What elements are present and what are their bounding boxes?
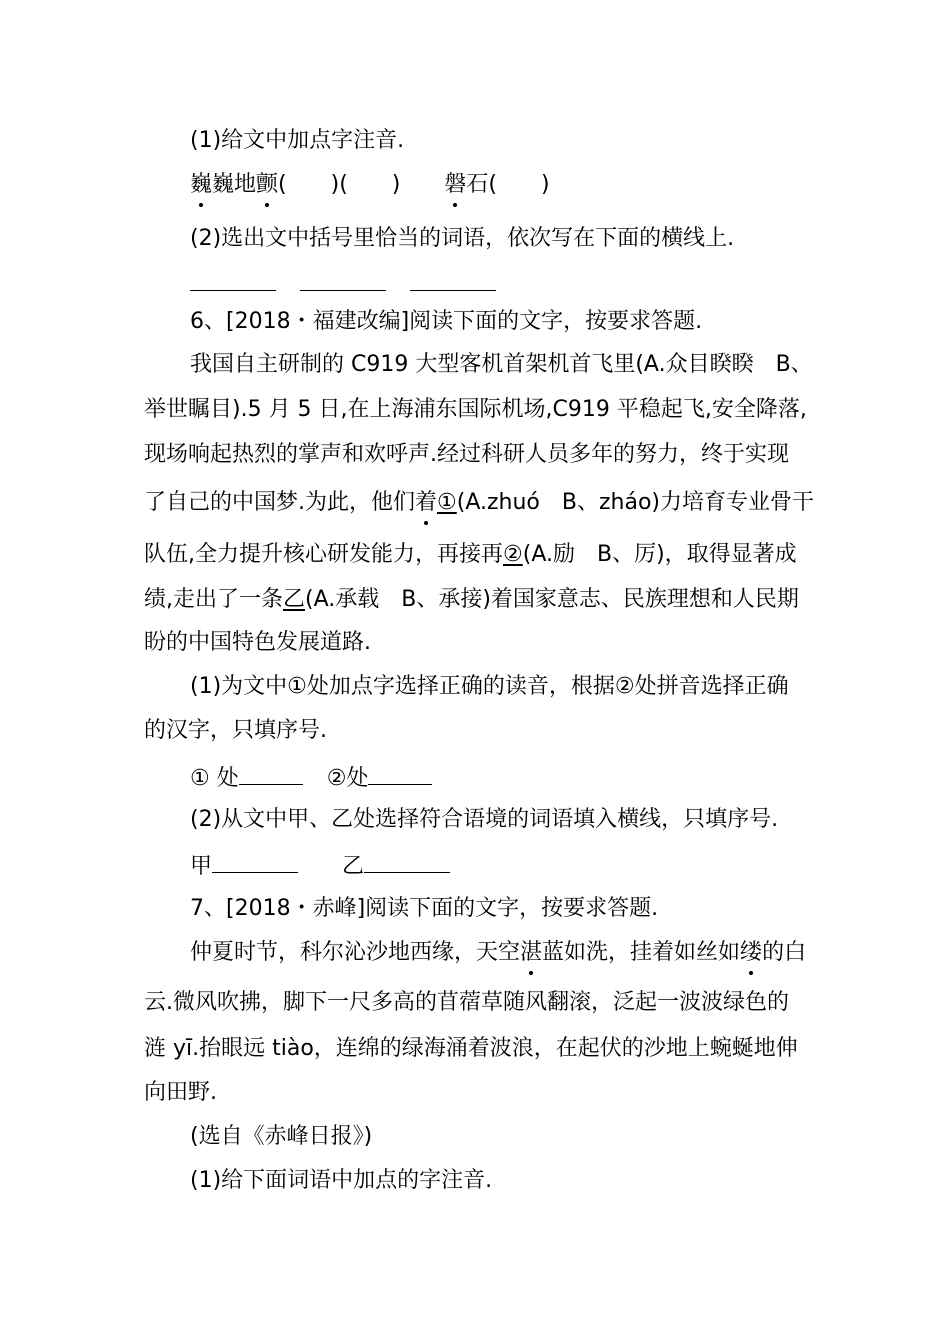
q7-source: (选自《赤峰日报》) [190,1124,373,1149]
q6-paragraph-line [144,585,799,615]
text-run: (A.励 B、厉)，取得显著成 [522,542,797,567]
q7-sub1: (1)给下面词语中加点的字注音. [190,1168,493,1193]
q7-paragraph-line [190,938,806,968]
q6-sub2: (2)从文中甲、乙处选择符合语境的词语填入横线，只填序号. [190,807,779,832]
answer-blank[interactable] [190,268,276,291]
marker-1: ① [437,490,457,515]
answer-blank[interactable] [364,850,450,873]
dotted-char: 颤 [256,170,278,200]
marker-2: ② [503,542,523,567]
q7-header: 7、[2018・赤峰]阅读下面的文字，按要求答题. [190,896,659,921]
answer-label: 乙 [342,854,365,879]
q5-sub2: (2)选出文中括号里恰当的词语，依次写在下面的横线上. [190,226,735,251]
answer-blank[interactable] [212,850,298,873]
dotted-char: 巍 [190,170,212,200]
q6-answer-1 [190,762,432,794]
answer-blank[interactable] [300,268,386,291]
q7-paragraph-line: 涟 yī.抬眼远 tiào，连绵的绿海涌着波浪，在起伏的沙地上蜿蜒地伸 [144,1036,798,1061]
pinyin-blank[interactable]: ( ) [488,172,550,197]
answer-blank[interactable] [368,762,432,785]
text-run: 了自己的中国梦.为此，他们 [144,490,415,515]
text-run: 队伍,全力提升核心研发能力，再接再 [144,542,503,567]
q5-sub1: (1)给文中加点字注音. [190,128,405,153]
q6-answer-2 [190,850,450,882]
answer-label: ②处 [326,766,369,791]
q6-paragraph-line: 举世瞩目).5 月 5 日,在上海浦东国际机场,C919 平稳起飞,安全降落, [144,397,807,422]
word-part: 石 [466,172,489,197]
marker-yi: 乙 [283,587,306,612]
word-part: 巍地 [212,172,257,197]
q6-sub1-cont: 的汉字，只填序号. [144,718,327,743]
answer-blank[interactable] [410,268,496,291]
text-run: 的白 [762,940,807,965]
text-run: 蓝如洗，挂着如丝如 [542,940,741,965]
q6-paragraph-line: 我国自主研制的 C919 大型客机首架机首飞里(A.众目睽睽 B、 [190,352,813,377]
q6-paragraph-line: 盼的中国特色发展道路. [144,630,371,655]
text-run: (A.zhuó B、zháo)力培育专业骨干 [456,490,814,515]
q7-paragraph-line: 向田野. [144,1080,217,1105]
pinyin-blank[interactable]: ( )( ) [278,172,401,197]
q5-answer-blanks[interactable] [190,268,496,300]
q6-paragraph-line: 现场响起热烈的掌声和欢呼声.经过科研人员多年的努力，终于实现 [144,442,789,467]
q6-header: 6、[2018・福建改编]阅读下面的文字，按要求答题. [190,309,703,334]
q6-paragraph-line [144,488,814,518]
text-run: 绩,走出了一条 [144,587,283,612]
answer-label: ① 处 [190,766,239,791]
dotted-char: 湛 [520,938,542,968]
answer-label: 甲 [190,854,213,879]
text-run: 仲夏时节，科尔沁沙地西缘，天空 [190,940,521,965]
text-run: (A.承载 B、承接)着国家意志、民族理想和人民期 [305,587,799,612]
dotted-char: 磐 [444,170,466,200]
q7-paragraph-line: 云.微风吹拂，脚下一尺多高的苜蓿草随风翻滚，泛起一波波绿色的 [144,990,789,1015]
dotted-char: 缕 [740,938,762,968]
q6-paragraph-line [144,540,797,570]
answer-blank[interactable] [239,762,303,785]
dotted-char: 着 [415,488,437,518]
q5-words-line [190,170,550,200]
q6-sub1: (1)为文中①处加点字选择正确的读音，根据②处拼音选择正确 [190,674,789,699]
